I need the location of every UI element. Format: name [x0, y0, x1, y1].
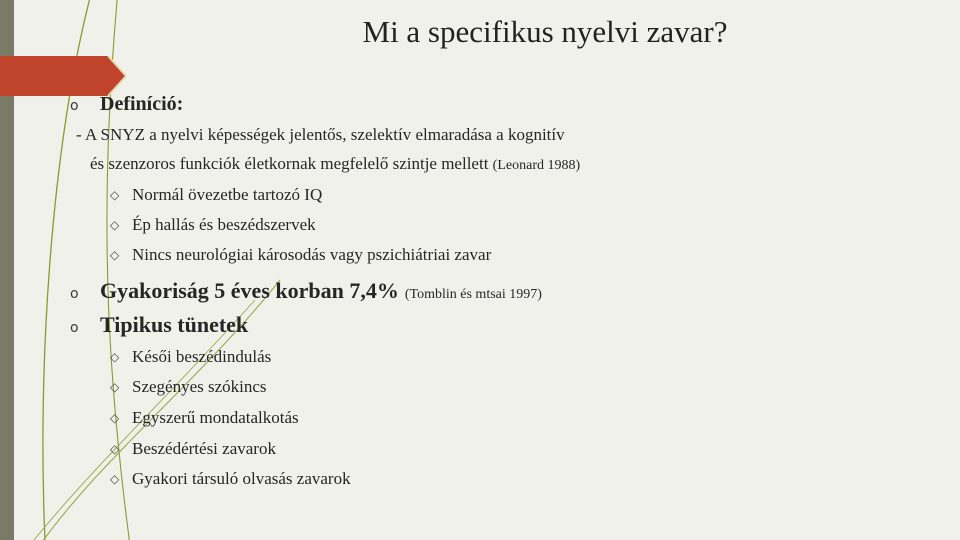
symptom-text: Egyszerű mondatalkotás: [132, 408, 299, 427]
symptom-text: Beszédértési zavarok: [132, 439, 276, 458]
definition-heading: [70, 93, 183, 116]
circle-bullet-icon: o: [70, 286, 79, 302]
symptoms-heading: [70, 312, 248, 338]
definition-subitem: [110, 215, 316, 235]
definition-line-2: [90, 154, 580, 174]
symptom-item: [110, 347, 271, 367]
symptom-text: Késői beszédindulás: [132, 347, 272, 366]
symptom-text: Gyakori társuló olvasás zavarok: [132, 469, 351, 488]
diamond-bullet-icon: ◇: [110, 380, 120, 394]
symptom-item: [110, 408, 299, 428]
frequency-citation: (Tomblin és mtsai 1997): [404, 287, 542, 302]
diamond-bullet-icon: ◇: [110, 188, 120, 202]
circle-bullet-icon: o: [70, 98, 79, 114]
frequency-text: Gyakoriság 5 éves korban 7,4%: [100, 278, 399, 303]
symptom-item: [110, 439, 276, 459]
diamond-bullet-icon: ◇: [110, 411, 120, 425]
definition-line-2-text: és szenzoros funkciók életkornak megfelelő szintje mellett: [90, 154, 489, 173]
diamond-bullet-icon: ◇: [110, 472, 120, 486]
definition-subitem-text: Nincs neurológiai károsodás vagy pszichiátriai zavar: [132, 245, 492, 264]
symptom-item: [110, 469, 351, 489]
title-accent-bar: [0, 56, 126, 96]
diamond-bullet-icon: ◇: [110, 218, 120, 232]
diamond-bullet-icon: ◇: [110, 442, 120, 456]
circle-bullet-icon: o: [70, 320, 79, 336]
definition-subitem-text: Ép hallás és beszédszervek: [132, 215, 316, 234]
diamond-bullet-icon: ◇: [110, 350, 120, 364]
definition-citation: (Leonard 1988): [492, 158, 581, 173]
diamond-bullet-icon: ◇: [110, 248, 120, 262]
symptom-item: [110, 377, 267, 397]
definition-line-1: - A SNYZ a nyelvi képességek jelentős, szelektív elmaradása a kognitív: [76, 125, 565, 144]
slide-title: Mi a specifikus nyelvi zavar?: [362, 14, 728, 49]
definition-subitem: [110, 185, 322, 205]
symptom-text: Szegényes szókincs: [132, 377, 267, 396]
frequency-item: [70, 278, 542, 304]
definition-subitem: [110, 245, 491, 265]
symptoms-label: Tipikus tünetek: [100, 312, 249, 337]
definition-subitem-text: Normál övezetbe tartozó IQ: [132, 185, 323, 204]
definition-label: Definíció:: [100, 93, 184, 115]
